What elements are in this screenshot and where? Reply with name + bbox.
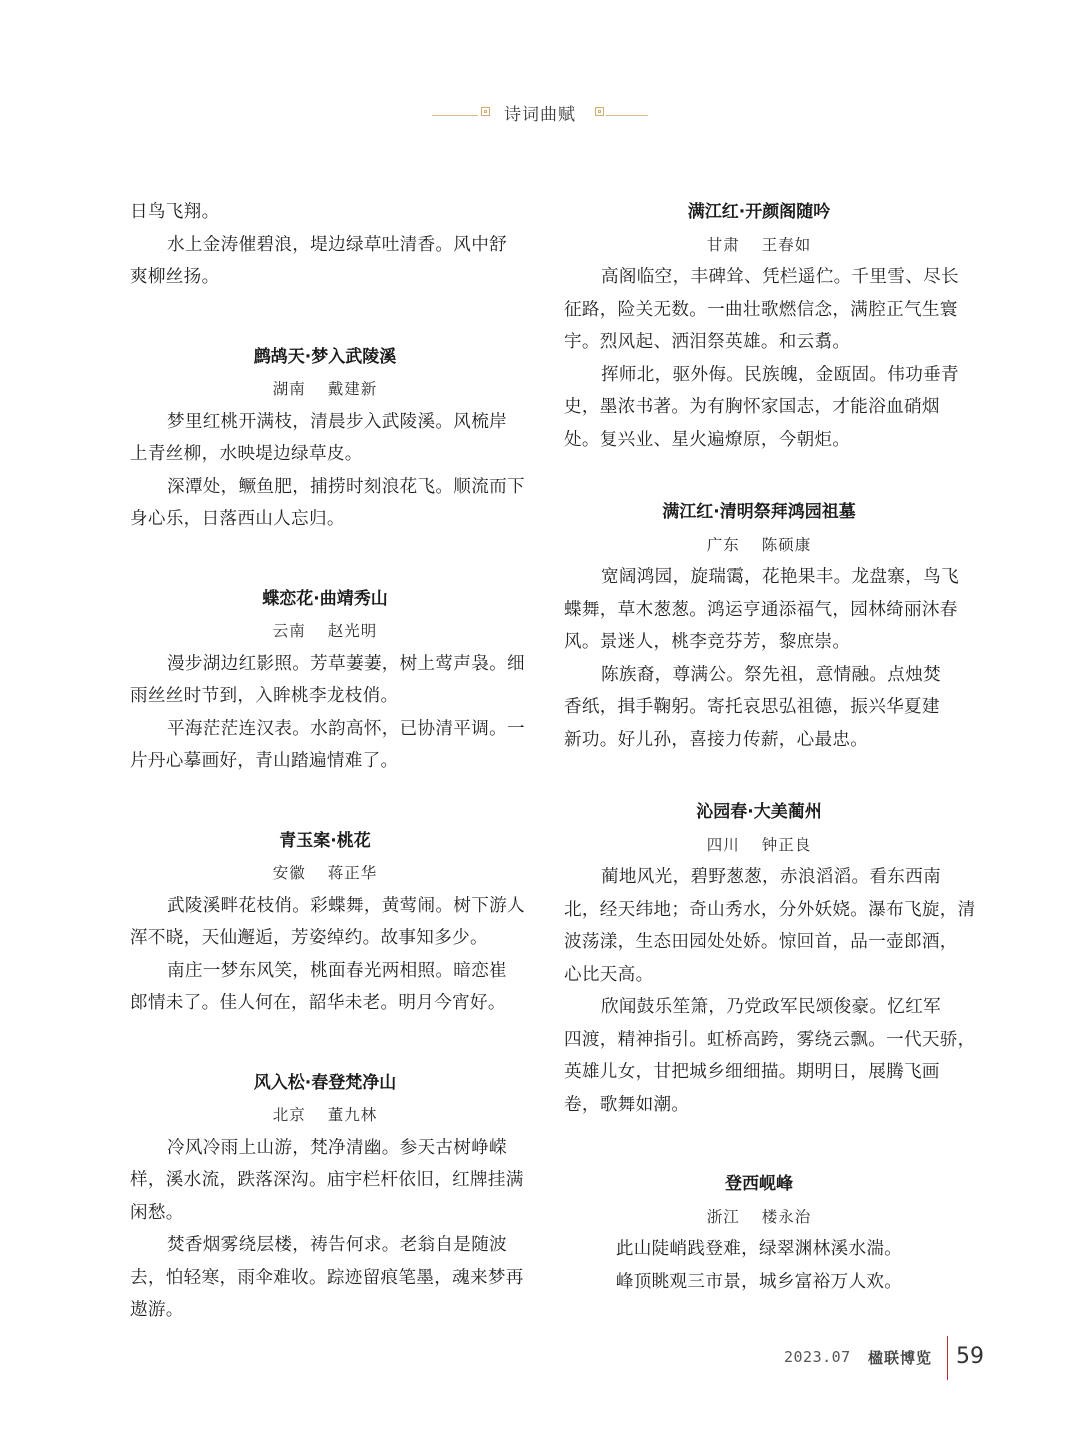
poem-line: 日鸟飞翔。 [130,202,220,222]
magazine-name: 楹联博览 [868,1349,933,1367]
poem-author [564,229,954,262]
poem-line: 武陵溪畔花枝俏。彩蝶舞，黄莺闹。树下游人 [167,895,525,916]
section-header [0,92,1080,132]
author-region: 北京 [272,1106,306,1124]
poem-line: 陈族裔，尊满公。祭先祖，意情融。点烛焚 [601,664,941,685]
poem-line: 处。复兴业、星火遍燎原，今朝炬。 [564,429,851,450]
poem-line: 卷，歌舞如潮。 [564,1094,690,1115]
poem-line: 心比天高。 [564,964,654,985]
poem-line: 新功。好儿孙，喜接力传薪，心最忠。 [564,729,869,750]
poem-line: 波荡漾，生态田园处处娇。惊回首，品一壶郎酒， [564,932,958,952]
poem-author [564,829,954,862]
poem-line: 欣闻鼓乐笙箫，乃党政军民颂俊豪。忆红军 [601,997,941,1017]
poem-line: 挥师北，驱外侮。民族魄，金瓯固。伟功垂青 [601,364,959,385]
author-name: 陈硕康 [761,535,812,554]
poem [564,796,976,1121]
poem-line: 身心乐，日落西山人忘归。 [130,509,345,529]
poem-line: 香纸，揖手鞠躬。寄托哀思弘祖德，振兴华夏建 [564,697,940,717]
poem-line: 冷风冷雨上山游，梵净清幽。参天古树峥嵘 [167,1137,507,1158]
poem-line: 片丹心摹画好，青山踏遍情难了。 [130,751,399,771]
poem-line: 南庄一梦东风笑，桃面春光两相照。暗恋崔 [167,960,507,981]
square-ornament-icon [595,107,604,116]
author-region: 甘肃 [706,235,740,254]
header-divider-left [432,115,478,116]
poem-author [130,857,520,890]
poem-line: 去，怕轻寒，雨伞难收。踪迹留痕笔墨，魂来梦再 [130,1267,524,1288]
poem-line: 风。景迷人，桃李竞芬芳，黎庶崇。 [564,632,851,652]
author-region: 湖南 [272,380,306,398]
poem [130,341,525,536]
right-column [564,196,976,1298]
poem-author [564,1201,954,1234]
poem [564,196,959,456]
poem-line: 高阁临空，丰碑耸、凭栏遥伫。千里雪、尽长 [601,267,959,287]
poem-title: 风入松·春登梵净山 [253,1072,397,1093]
poem-line: 蝶舞，草木葱葱。鸿运亨通添福气，园林绮丽沐春 [564,599,958,620]
author-name: 钟正良 [761,835,812,854]
poem-line: 宇。烈风起、洒泪祭英雄。和云翥。 [564,332,851,352]
poem-line: 郎情未了。佳人何在，韶华未老。明月今宵好。 [130,993,506,1013]
poem-author [564,529,954,562]
page-footer [784,1346,1004,1386]
poem-title: 登西岘峰 [725,1174,793,1194]
author-region: 浙江 [706,1207,740,1226]
poem-line: 样，溪水流，跌落深沟。庙宇栏杆依旧，红牌挂满 [130,1170,524,1190]
author-name: 董九林 [327,1106,378,1124]
author-name: 蒋正华 [327,864,378,882]
poem-line: 焚香烟雾绕层楼，祷告何求。老翁自是随波 [167,1235,507,1255]
poem-line: 深潭处，鳜鱼肥，捕捞时刻浪花飞。顺流而下 [167,476,525,497]
poem-author [130,615,520,648]
poem-author [130,373,520,406]
poem-line: 此山陡峭践登难，绿翠渊林溪水湍。 [615,1239,903,1259]
square-ornament-icon [481,107,490,116]
poem-line: 征路，险关无数。一曲壮歌燃信念，满腔正气生寰 [564,299,958,320]
author-name: 戴建新 [327,380,378,398]
poem [564,496,959,756]
poem [130,583,525,778]
poem-author [130,1099,520,1132]
header-divider-right [606,115,648,116]
poem-line: 漫步湖边红影照。芳草萋萋，树上莺声袅。细 [167,653,525,674]
poem-line: 水上金涛催碧浪，堤边绿草吐清香。风中舒 [167,234,507,255]
poem-title: 满江红·开颜阁随吟 [687,202,831,222]
poem-line: 英雄儿女，甘把城乡细细描。期明日，展腾飞画 [564,1062,940,1082]
page-number: 59 [956,1344,984,1369]
author-name: 王春如 [761,235,812,254]
poem-line: 北，经天纬地；奇山秀水，分外妖娆。瀑布飞旋，清 [564,899,976,920]
author-region: 四川 [706,835,740,854]
poem-line: 四渡，精神指引。虹桥高跨，雾绕云飘。一代天骄， [564,1029,976,1050]
poem [130,825,525,1020]
author-name: 楼永治 [761,1207,812,1226]
left-column [130,196,525,1327]
poem-title: 沁园春·大美蔺州 [696,802,822,822]
poem-line: 遨游。 [130,1300,184,1320]
poem-line: 雨丝丝时节到，入眸桃李龙枝俏。 [130,686,399,706]
poem-title: 蝶恋花·曲靖秀山 [262,588,388,609]
poem-title: 青玉案·桃花 [279,830,371,851]
poem-line: 平海茫茫连汉表。水韵高怀，已协清平调。一 [167,718,525,739]
poem-title: 满江红·清明祭拜鸿园祖墓 [662,502,856,522]
poem-line: 梦里红桃开满枝，清晨步入武陵溪。风梳岸 [167,411,507,432]
author-region: 广东 [706,535,740,554]
poem-line: 上青丝柳，水映堤边绿草皮。 [130,444,363,464]
poem [130,1067,524,1327]
poem-line: 峰顶眺观三市景，城乡富裕万人欢。 [615,1271,903,1292]
author-name: 赵光明 [327,622,378,640]
author-region: 云南 [272,622,306,640]
poem-line: 蔺地风光，碧野葱葱，赤浪滔滔。看东西南 [601,867,941,887]
poem-line: 浑不晓，天仙邂逅，芳姿绰约。故事知多少。 [130,928,488,948]
footer-divider [947,1336,948,1380]
poem-continuation [130,196,520,294]
poem-line: 爽柳丝扬。 [130,267,220,287]
poem-line: 闲愁。 [130,1202,184,1223]
issue-date: 2023.07 [784,1348,851,1366]
poem-line: 宽阔鸿园，旋瑞霭，花艳果丰。龙盘寨，鸟飞 [601,567,959,587]
section-title: 诗词曲赋 [504,105,576,125]
poem-title: 鹧鸪天·梦入武陵溪 [253,346,397,367]
poem [564,1168,954,1298]
poem-line: 史，墨浓书著。为有胸怀家国志，才能浴血硝烟 [564,397,940,417]
author-region: 安徽 [272,864,306,882]
